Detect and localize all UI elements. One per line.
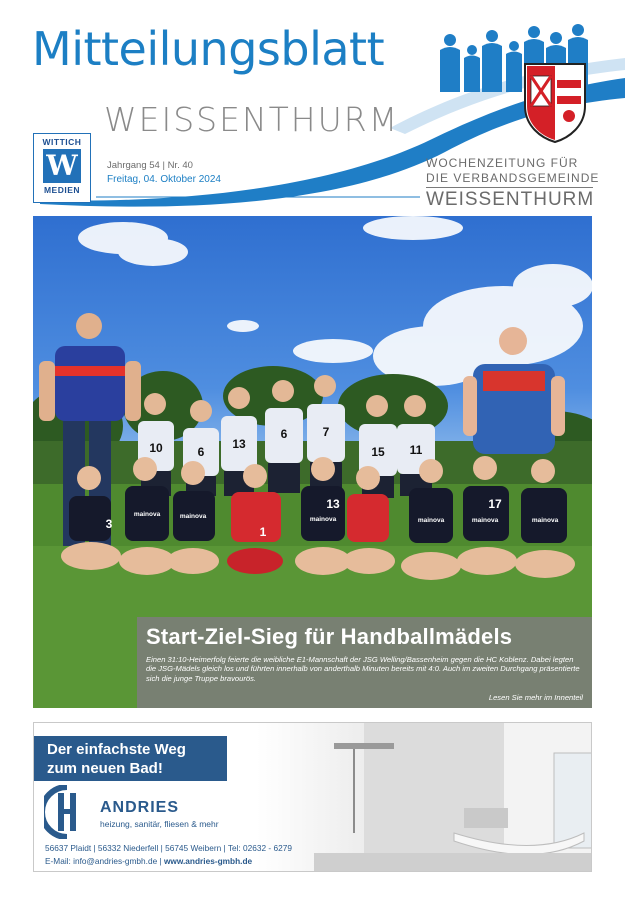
jersey-back-5: 7 (322, 425, 330, 439)
publication-subtitle: WEISSENTHURM (104, 100, 400, 139)
cover-headline: Start-Ziel-Sieg für Handballmädels (146, 624, 513, 649)
advertisement[interactable] (33, 722, 592, 872)
sponsor-label-6: mainova (531, 517, 559, 524)
publisher-logo-mark: W (43, 149, 81, 183)
masthead (0, 0, 625, 215)
cover-lead-text: Einen 31:10-Heimerfolg feierte die weibliche E1-Mannschaft der JSG Welling/Bassenheim gegen die HC Koblenz. Dabei legten die JSG-Mädels gleich los und führten innerhalb von anderthalb Minuten bereits mit 4:0. Auch im zweiten Durchgang präsentierte sich die junge Truppe bravourös. (146, 655, 580, 683)
ad-services: heizung, sanitär, fliesen & mehr (100, 819, 219, 829)
jersey-front-8: 17 (488, 497, 502, 511)
weekly-tagline-line2: DIE VERBANDSGEMEINDE (426, 171, 593, 188)
weekly-tagline-line1: WOCHENZEITUNG FÜR (426, 156, 579, 170)
sponsor-label-3: mainova (309, 516, 337, 523)
jersey-back-3: 13 (232, 437, 246, 451)
jersey-back-6: 15 (371, 445, 385, 459)
ad-email[interactable]: E-Mail: info@andries-gmbh.de | (45, 856, 164, 866)
jersey-back-7: 11 (409, 443, 423, 457)
cover-story-box (137, 617, 592, 708)
ad-website-link[interactable]: www.andries-gmbh.de (163, 856, 253, 866)
sponsor-label-4: mainova (417, 517, 445, 524)
coat-of-arms-icon (521, 60, 589, 144)
ad-slogan-line2: zum neuen Bad! (47, 760, 163, 777)
ad-contact (45, 856, 252, 866)
publisher-logo-top: WITTICH (42, 137, 82, 147)
jersey-front-5: 13 (326, 497, 340, 511)
ad-slogan-line1: Der einfachste Weg (47, 741, 186, 758)
publisher-logo (33, 133, 91, 203)
andries-logo-icon (44, 785, 90, 839)
ad-brand-name: ANDRIES (100, 799, 180, 816)
jersey-back-1: 10 (149, 441, 163, 455)
publisher-logo-bottom: MEDIEN (43, 185, 81, 195)
weekly-tagline-line3: WEISSENTHURM (426, 189, 595, 210)
ad-address: 56637 Plaidt | 56332 Niederfell | 56745 Weibern | Tel: 02632 - 6279 (45, 843, 292, 853)
jersey-front-1: 3 (105, 517, 113, 531)
weekly-tagline (426, 156, 600, 211)
jersey-front-4: 1 (259, 525, 267, 539)
read-more-link[interactable]: Lesen Sie mehr im Innenteil (488, 693, 583, 702)
sponsor-label-5: mainova (471, 517, 499, 524)
sponsor-label-1: mainova (133, 511, 161, 518)
issue-number: Jahrgang 54 | Nr. 40 (107, 160, 193, 171)
ad-slogan (34, 736, 227, 781)
sponsor-label-2: mainova (179, 513, 207, 520)
jersey-back-2: 6 (197, 445, 205, 459)
publication-title: Mitteilungsblatt (32, 22, 385, 76)
jersey-back-4: 6 (280, 427, 288, 441)
issue-date: Freitag, 04. Oktober 2024 (107, 174, 221, 185)
